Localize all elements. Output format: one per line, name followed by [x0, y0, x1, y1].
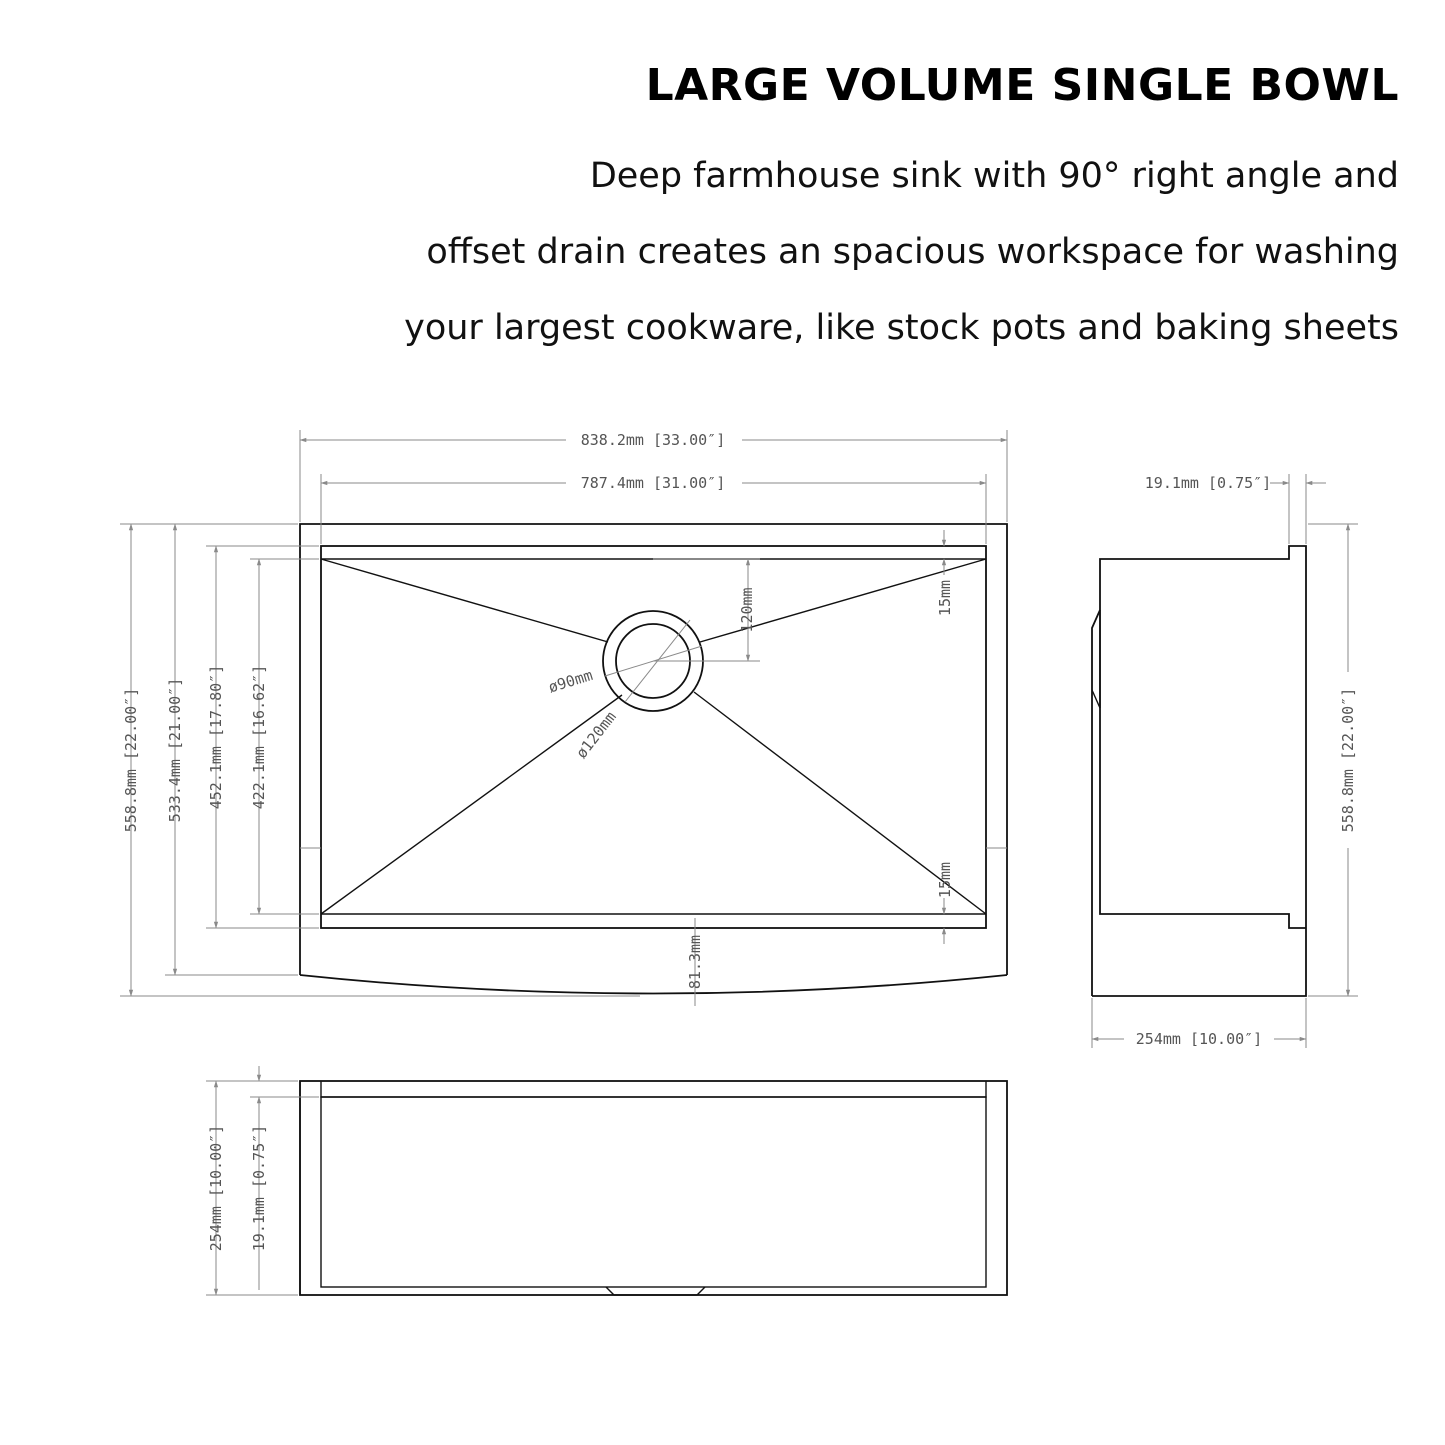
- front-flange: [321, 1081, 986, 1097]
- front-height-dim: 254mm [10.00″]: [207, 1124, 225, 1252]
- front-outline: [300, 1081, 1007, 1295]
- top-view: [120, 430, 1007, 1006]
- depth-452-dim: 452.1mm [17.80″]: [207, 664, 225, 810]
- front-drain-base: [606, 1287, 705, 1295]
- apron-curve-dim: 81.3mm: [686, 934, 704, 990]
- side-flange-dim: 19.1mm [0.75″]: [1144, 474, 1272, 492]
- sink-outline: [300, 524, 1007, 975]
- side-view: [1092, 474, 1358, 1049]
- slope-line-tl: [321, 559, 608, 642]
- overall-depth-dim: 558.8mm [22.00″]: [122, 687, 140, 833]
- front-view: [206, 1066, 1007, 1295]
- depth-533-dim: 533.4mm [21.00″]: [166, 677, 184, 823]
- description-line-2: offset drain creates an spacious workspace for washing: [426, 232, 1399, 272]
- bottom-ledge-dim: 15mm: [936, 861, 954, 899]
- side-profile: [1092, 546, 1306, 996]
- front-flange-dim: 19.1mm [0.75″]: [250, 1124, 268, 1252]
- bowl-rim: [321, 546, 986, 928]
- depth-422-dim: 422.1mm [16.62″]: [250, 664, 268, 810]
- top-ledge-dim: 15mm: [936, 579, 954, 617]
- overall-width-dim: 838.2mm [33.00″]: [580, 431, 726, 449]
- description-line-1: Deep farmhouse sink with 90° right angle and: [589, 156, 1399, 196]
- bowl-width-dim: 787.4mm [31.00″]: [580, 474, 726, 492]
- side-apron: [1092, 610, 1100, 996]
- page-title: LARGE VOLUME SINGLE BOWL: [645, 60, 1399, 111]
- front-bowl: [321, 1097, 986, 1287]
- slope-line-bl: [321, 695, 622, 914]
- description-line-3: your largest cookware, like stock pots and baking sheets: [404, 308, 1399, 348]
- side-width-dim: 254mm [10.00″]: [1135, 1030, 1263, 1048]
- drain-offset-dim: 120mm: [738, 587, 756, 633]
- drain-outer-dim: ø120mm: [572, 708, 620, 762]
- apron-curve: [300, 975, 1007, 994]
- drain-inner-dim: ø90mm: [546, 666, 595, 697]
- side-height-dim: 558.8mm [22.00″]: [1339, 687, 1357, 833]
